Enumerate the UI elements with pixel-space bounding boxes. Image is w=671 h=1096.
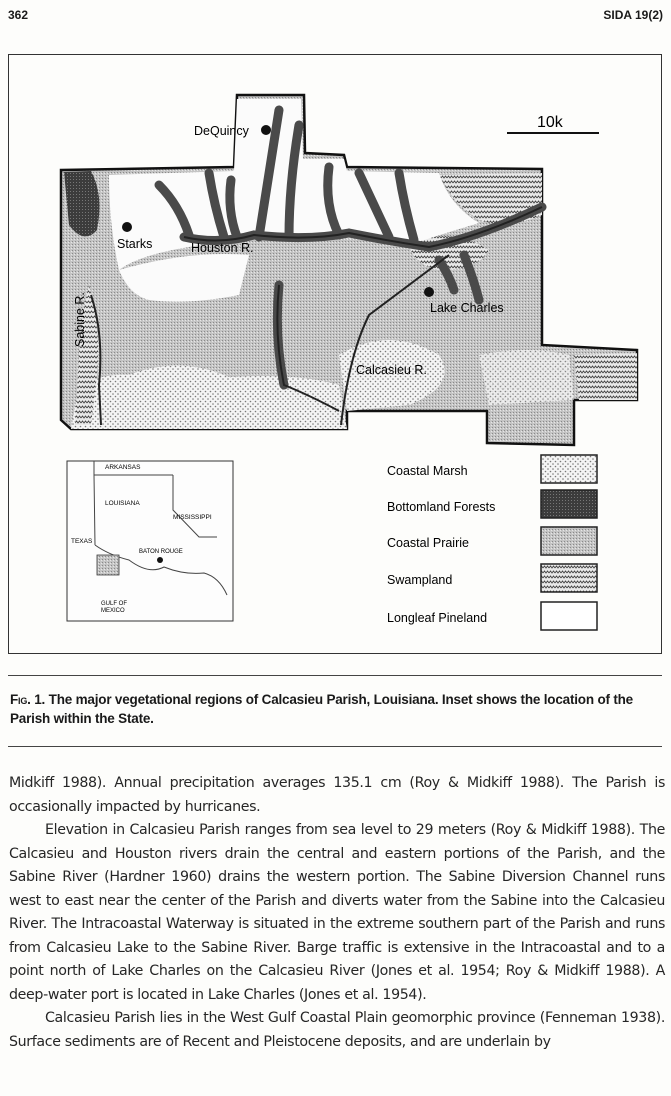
legend-swatch-bottomland (541, 490, 597, 518)
place-houston: Houston R. (191, 241, 254, 255)
place-dequincy: DeQuincy (194, 124, 249, 138)
caption-label: Fig. 1. (10, 692, 46, 707)
parish-map-figure (9, 55, 661, 653)
legend-label-swampland: Swampland (387, 573, 453, 587)
place-calcasieu: Calcasieu R. (356, 363, 427, 377)
legend-label-prairie: Coastal Prairie (387, 536, 469, 550)
legend-label-coastal-marsh: Coastal Marsh (387, 464, 468, 478)
legend-swatch-swampland (541, 564, 597, 592)
legend-swatch-pineland (541, 602, 597, 630)
journal-header: SIDA 19(2) (603, 8, 663, 22)
caption-rule-top (8, 675, 662, 676)
legend (387, 455, 597, 630)
paragraph: Calcasieu Parish lies in the West Gulf Coastal Plain geomorphic province (Fenneman 1938). Surface sediments are of Recent and Pleistocene deposits, and are underlain by (9, 1010, 665, 1050)
body-text (9, 772, 665, 1054)
caption-rule-bottom (8, 746, 662, 747)
inset-baton-rouge: BATON ROUGE (139, 549, 183, 555)
inset-gulf: GULF OF (101, 601, 128, 607)
figure-caption (10, 690, 665, 728)
inset-arkansas: ARKANSAS (105, 464, 141, 471)
legend-label-pineland: Longleaf Pineland (387, 611, 488, 625)
caption-text: The major vegetational regions of Calcasieu Parish, Louisiana. Inset shows the location of the Parish within the State. (10, 692, 633, 726)
legend-swatch-coastal-marsh (541, 455, 597, 483)
inset-louisiana: LOUISIANA (105, 500, 140, 507)
inset-map (67, 461, 233, 621)
inset-gulf-2: MEXICO (101, 608, 125, 614)
inset-texas: TEXAS (71, 538, 93, 545)
figure-frame (8, 54, 662, 654)
scale-label: 10k (537, 114, 563, 131)
legend-label-bottomland: Bottomland Forests (387, 500, 496, 514)
place-lake-charles: Lake Charles (430, 301, 504, 315)
place-sabine: Sabine R. (73, 292, 87, 347)
page-number: 362 (8, 8, 29, 22)
inset-mississippi: MISSISSIPPI (173, 514, 212, 521)
place-starks: Starks (117, 237, 153, 251)
paragraph: Midkiff 1988). Annual precipitation averages 135.1 cm (Roy & Midkiff 1988). The Parish is occasionally impacted by hurricanes. (9, 775, 665, 815)
legend-swatch-prairie (541, 527, 597, 555)
paragraph: Elevation in Calcasieu Parish ranges from sea level to 29 meters (Roy & Midkiff 1988). The Calcasieu and Houston rivers drain the central and eastern portions of the Parish, and the Sabine River (Hardner 1960) drains the western portion. The Sabine Diversion Channel runs west to east near the center of the Parish and diverts water from the Sabine into the Calcasieu River. The Intracoastal Waterway is situated in the extreme southern part of the Parish and runs from Calcasieu Lake to the Sabine River. Barge traffic is extensive in the Intracoastal and to a point north of Lake Charles on the Calcasieu River (Jones et al. 1954; Roy & Midkiff 1988). A deep-water port is located in Lake Charles (Jones et al. 1954). (9, 822, 665, 1003)
